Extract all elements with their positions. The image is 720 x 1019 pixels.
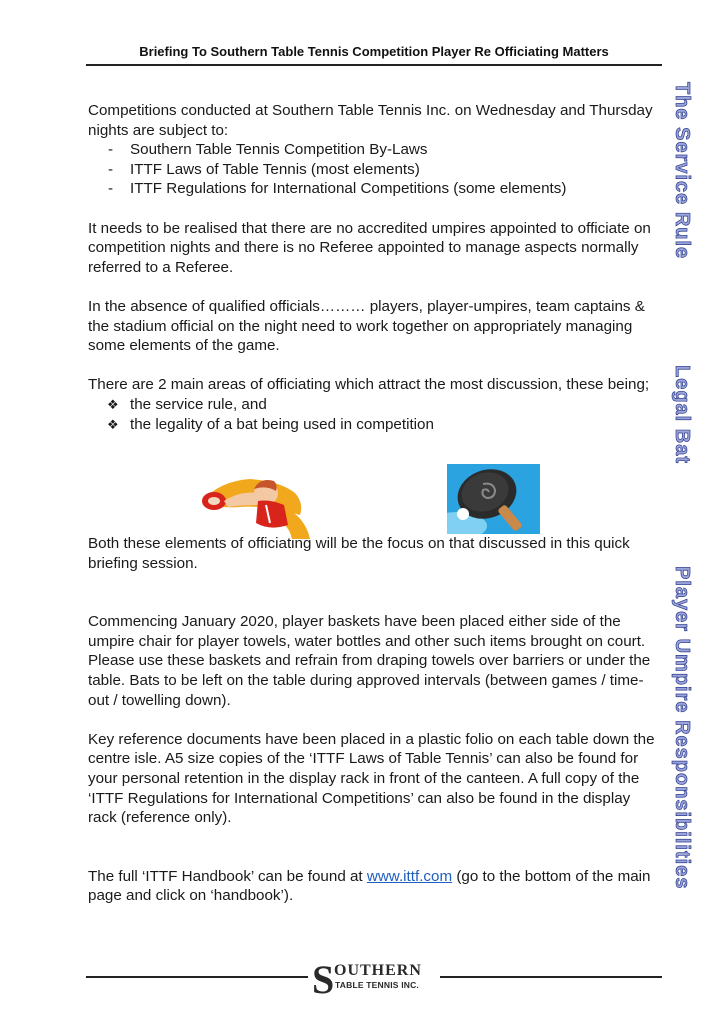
intro-paragraph: Competitions conducted at Southern Table Tennis Inc. on Wednesday and Thursday nights are subject to:: [88, 102, 653, 139]
page-header: Briefing To Southern Table Tennis Competition Player Re Officiating Matters: [139, 44, 609, 59]
southern-logo: [312, 957, 438, 1002]
baskets-paragraph: Commencing January 2020, player baskets have been placed either side of the umpire chair for player towels, water bottles and other such items brought on court. Please use these baskets and refrain from draping towels over barriers or under the table. Bats to be left on the table during approved intervals (between games / time-out / towelling down).: [88, 613, 651, 709]
logo-initial: S: [312, 957, 335, 1002]
sidebar-label-legal-bat: Legal Bat: [671, 365, 693, 465]
footer-rule-right: [440, 976, 662, 978]
areas-paragraph: There are 2 main areas of officiating which attract the most discussion, these being;: [88, 376, 650, 394]
focus-paragraph: Both these elements of officiating will be the focus on that discussed in this quick briefing session.: [88, 535, 630, 572]
handbook-paragraph: The full ‘ITTF Handbook’ can be found at www.ittf.com (go to the bottom of the main page and click on ‘handbook’).: [88, 867, 651, 905]
logo-subtitle: TABLE TENNIS INC.: [335, 980, 419, 990]
list-item: - ITTF Regulations for International Competitions (some elements): [108, 180, 567, 198]
header-rule: [86, 64, 662, 66]
footer-rule-left: [86, 976, 308, 978]
logo-name: OUTHERN: [334, 962, 422, 979]
sidebar-label-player-umpire: Player Umpire Responsibilities: [671, 566, 693, 890]
umpires-paragraph: It needs to be realised that there are no accredited umpires appointed to officiate on competition nights and there is no Referee appointed to manage aspects normally referred to a Referee.: [88, 219, 651, 276]
document-body: [88, 101, 658, 906]
list-item: ❖ the service rule, and: [107, 395, 267, 413]
list-item: ❖ the legality of a bat being used in competition: [107, 415, 434, 433]
officials-paragraph: In the absence of qualified officials……… players, player-umpires, team captains & the stadium official on the night need to work together on appropriately managing some elements of the game.: [88, 297, 645, 355]
areas-list: [88, 395, 658, 434]
rules-list: [88, 140, 658, 199]
ittf-link[interactable]: www.ittf.com: [366, 867, 453, 885]
documents-paragraph: Key reference documents have been placed in a plastic folio on each table down the centre isle. A5 size copies of the ‘ITTF Laws of Table Tennis’ can also be found for your personal retention in the display rack in front of the canteen. A full copy of the ‘ITTF Regulations for International Competitions’ can also be found in the display rack (reference only).: [88, 730, 655, 827]
list-item: - ITTF Laws of Table Tennis (most elements): [108, 160, 420, 178]
sidebar-label-service-rule: The Service Rule: [671, 82, 693, 260]
bat-photo: [447, 464, 540, 534]
list-item: - Southern Table Tennis Competition By-Laws: [108, 141, 428, 159]
player-illustration: [200, 471, 310, 539]
